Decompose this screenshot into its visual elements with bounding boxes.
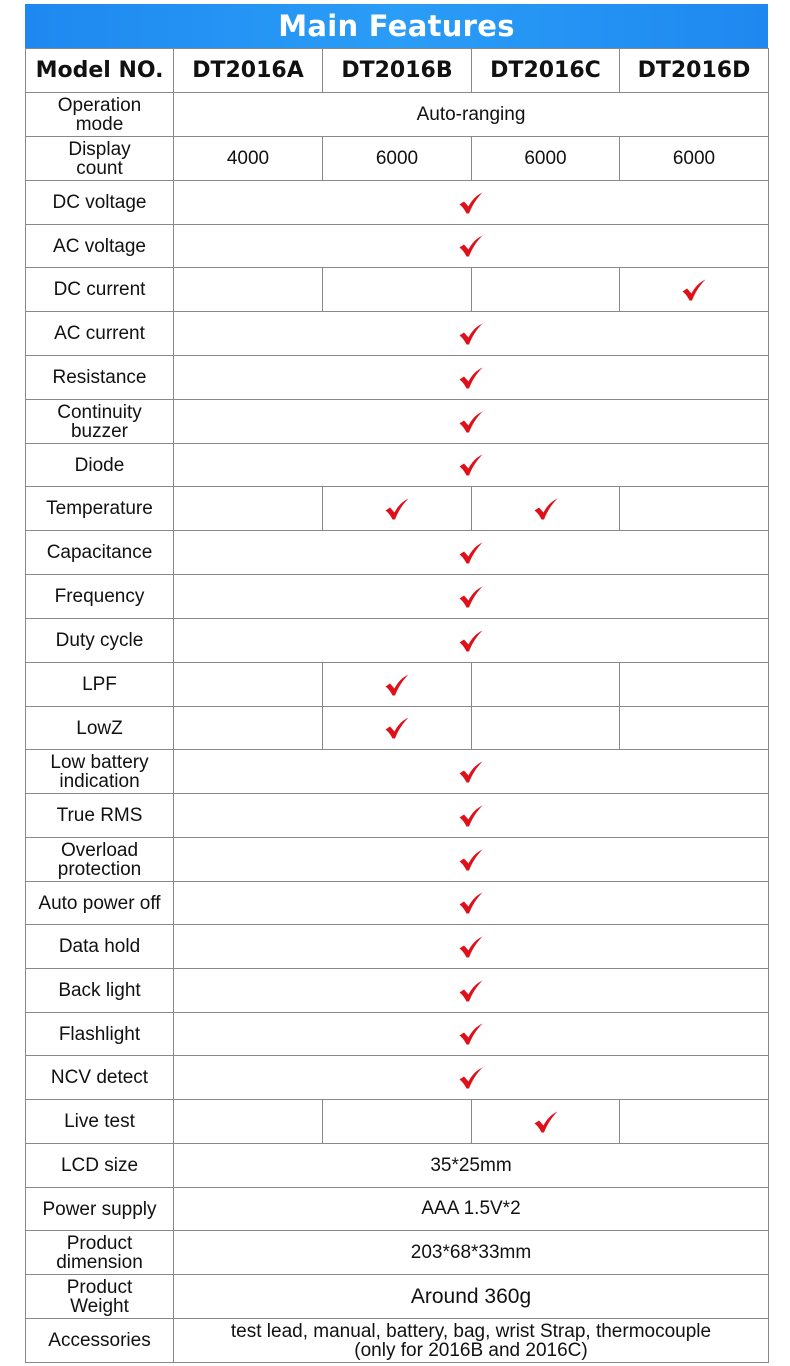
feature-support-cell bbox=[323, 707, 472, 750]
feature-support-all bbox=[174, 969, 769, 1013]
red-check-mark-icon bbox=[458, 191, 484, 215]
feature-label: Flashlight bbox=[26, 1013, 174, 1056]
red-check-mark-icon bbox=[384, 716, 410, 740]
red-check-mark-icon bbox=[458, 322, 484, 346]
feature-row-capacitance bbox=[26, 531, 769, 575]
feature-support-cell bbox=[472, 1100, 620, 1144]
feature-label: Display count bbox=[26, 137, 174, 181]
feature-row-operation-mode bbox=[26, 93, 769, 137]
feature-row-dc-current bbox=[26, 268, 769, 312]
feature-row-lcd-size bbox=[26, 1144, 769, 1188]
feature-label: Resistance bbox=[26, 356, 174, 400]
feature-row-product-weight bbox=[26, 1275, 769, 1319]
feature-support-all bbox=[174, 575, 769, 619]
feature-support-all bbox=[174, 531, 769, 575]
feature-support-all bbox=[174, 225, 769, 268]
red-check-mark-icon bbox=[458, 366, 484, 390]
feature-label: DC current bbox=[26, 268, 174, 312]
feature-row-continuity-buzzer bbox=[26, 400, 769, 444]
feature-support-cell bbox=[620, 268, 769, 312]
feature-value: 203*68*33mm bbox=[174, 1231, 769, 1275]
red-check-mark-icon bbox=[533, 1110, 559, 1134]
red-check-mark-icon bbox=[458, 804, 484, 828]
feature-support-cell bbox=[174, 487, 323, 531]
feature-support-all bbox=[174, 1056, 769, 1100]
red-check-mark-icon bbox=[458, 935, 484, 959]
feature-row-ac-voltage bbox=[26, 225, 769, 268]
feature-support-cell bbox=[323, 663, 472, 707]
feature-value: 6000 bbox=[323, 137, 472, 181]
feature-support-all bbox=[174, 750, 769, 794]
feature-label: NCV detect bbox=[26, 1056, 174, 1100]
red-check-mark-icon bbox=[458, 410, 484, 434]
feature-row-product-dimension bbox=[26, 1231, 769, 1275]
feature-support-all bbox=[174, 356, 769, 400]
feature-row-diode bbox=[26, 444, 769, 487]
feature-support-all bbox=[174, 400, 769, 444]
feature-label: Continuity buzzer bbox=[26, 400, 174, 444]
feature-support-cell bbox=[620, 487, 769, 531]
feature-support-all bbox=[174, 838, 769, 882]
feature-value: Around 360g bbox=[174, 1275, 769, 1319]
feature-label: AC voltage bbox=[26, 225, 174, 268]
feature-row-ac-current bbox=[26, 312, 769, 356]
feature-label: Back light bbox=[26, 969, 174, 1013]
model-header-dt2016c: DT2016C bbox=[472, 49, 620, 93]
feature-label: LCD size bbox=[26, 1144, 174, 1188]
feature-row-flashlight bbox=[26, 1013, 769, 1056]
red-check-mark-icon bbox=[458, 979, 484, 1003]
feature-label: Power supply bbox=[26, 1188, 174, 1231]
feature-row-temperature bbox=[26, 487, 769, 531]
page-title: Main Features bbox=[278, 9, 515, 43]
feature-label: Data hold bbox=[26, 925, 174, 969]
feature-support-cell bbox=[472, 268, 620, 312]
feature-row-lowz bbox=[26, 707, 769, 750]
feature-value: AAA 1.5V*2 bbox=[174, 1188, 769, 1231]
feature-support-all bbox=[174, 925, 769, 969]
feature-row-live-test bbox=[26, 1100, 769, 1144]
title-banner bbox=[25, 4, 768, 48]
feature-label: Temperature bbox=[26, 487, 174, 531]
feature-label: Frequency bbox=[26, 575, 174, 619]
feature-label: LPF bbox=[26, 663, 174, 707]
feature-label: Operation mode bbox=[26, 93, 174, 137]
feature-value: test lead, manual, battery, bag, wrist Strap, thermocouple (only for 2016B and 2016C) bbox=[174, 1319, 769, 1363]
feature-support-cell bbox=[472, 663, 620, 707]
feature-support-all bbox=[174, 619, 769, 663]
red-check-mark-icon bbox=[458, 1022, 484, 1046]
feature-row-data-hold bbox=[26, 925, 769, 969]
feature-support-all bbox=[174, 312, 769, 356]
red-check-mark-icon bbox=[458, 453, 484, 477]
feature-label: Overload protection bbox=[26, 838, 174, 882]
feature-support-cell bbox=[472, 487, 620, 531]
feature-label: Product dimension bbox=[26, 1231, 174, 1275]
red-check-mark-icon bbox=[384, 673, 410, 697]
red-check-mark-icon bbox=[458, 848, 484, 872]
feature-label: Low battery indication bbox=[26, 750, 174, 794]
feature-row-accessories bbox=[26, 1319, 769, 1363]
feature-value: 35*25mm bbox=[174, 1144, 769, 1188]
feature-value: 6000 bbox=[620, 137, 769, 181]
feature-support-cell bbox=[174, 663, 323, 707]
feature-row-lpf bbox=[26, 663, 769, 707]
feature-value: 6000 bbox=[472, 137, 620, 181]
feature-row-frequency bbox=[26, 575, 769, 619]
header-row bbox=[26, 49, 769, 93]
feature-support-all bbox=[174, 181, 769, 225]
feature-label: Live test bbox=[26, 1100, 174, 1144]
red-check-mark-icon bbox=[458, 541, 484, 565]
feature-label: Duty cycle bbox=[26, 619, 174, 663]
feature-row-ncv-detect bbox=[26, 1056, 769, 1100]
feature-support-cell bbox=[323, 268, 472, 312]
feature-label: True RMS bbox=[26, 794, 174, 838]
red-check-mark-icon bbox=[681, 278, 707, 302]
model-no-header: Model NO. bbox=[26, 49, 174, 93]
feature-row-auto-power-off bbox=[26, 882, 769, 925]
red-check-mark-icon bbox=[533, 497, 559, 521]
feature-label: DC voltage bbox=[26, 181, 174, 225]
feature-label: Diode bbox=[26, 444, 174, 487]
red-check-mark-icon bbox=[458, 629, 484, 653]
feature-row-display-count bbox=[26, 137, 769, 181]
feature-row-dc-voltage bbox=[26, 181, 769, 225]
feature-label: Accessories bbox=[26, 1319, 174, 1363]
feature-support-cell bbox=[620, 663, 769, 707]
feature-label: AC current bbox=[26, 312, 174, 356]
features-table bbox=[25, 48, 769, 1363]
feature-support-cell bbox=[323, 487, 472, 531]
red-check-mark-icon bbox=[458, 234, 484, 258]
feature-label: LowZ bbox=[26, 707, 174, 750]
feature-row-duty-cycle bbox=[26, 619, 769, 663]
feature-support-cell bbox=[174, 707, 323, 750]
model-header-dt2016d: DT2016D bbox=[620, 49, 769, 93]
feature-support-cell bbox=[323, 1100, 472, 1144]
red-check-mark-icon bbox=[458, 891, 484, 915]
model-header-dt2016b: DT2016B bbox=[323, 49, 472, 93]
red-check-mark-icon bbox=[458, 1066, 484, 1090]
feature-support-cell bbox=[174, 1100, 323, 1144]
feature-row-resistance bbox=[26, 356, 769, 400]
feature-support-cell bbox=[472, 707, 620, 750]
feature-support-cell bbox=[620, 1100, 769, 1144]
red-check-mark-icon bbox=[458, 760, 484, 784]
red-check-mark-icon bbox=[384, 497, 410, 521]
feature-support-cell bbox=[174, 268, 323, 312]
feature-label: Product Weight bbox=[26, 1275, 174, 1319]
feature-support-all bbox=[174, 882, 769, 925]
feature-value: 4000 bbox=[174, 137, 323, 181]
feature-support-all bbox=[174, 1013, 769, 1056]
feature-row-power-supply bbox=[26, 1188, 769, 1231]
feature-row-true-rms bbox=[26, 794, 769, 838]
red-check-mark-icon bbox=[458, 585, 484, 609]
feature-row-low-battery-indication bbox=[26, 750, 769, 794]
feature-support-all bbox=[174, 794, 769, 838]
feature-support-all bbox=[174, 444, 769, 487]
feature-label: Capacitance bbox=[26, 531, 174, 575]
model-header-dt2016a: DT2016A bbox=[174, 49, 323, 93]
feature-support-cell bbox=[620, 707, 769, 750]
feature-value: Auto-ranging bbox=[174, 93, 769, 137]
feature-row-back-light bbox=[26, 969, 769, 1013]
feature-row-overload-protection bbox=[26, 838, 769, 882]
feature-label: Auto power off bbox=[26, 882, 174, 925]
